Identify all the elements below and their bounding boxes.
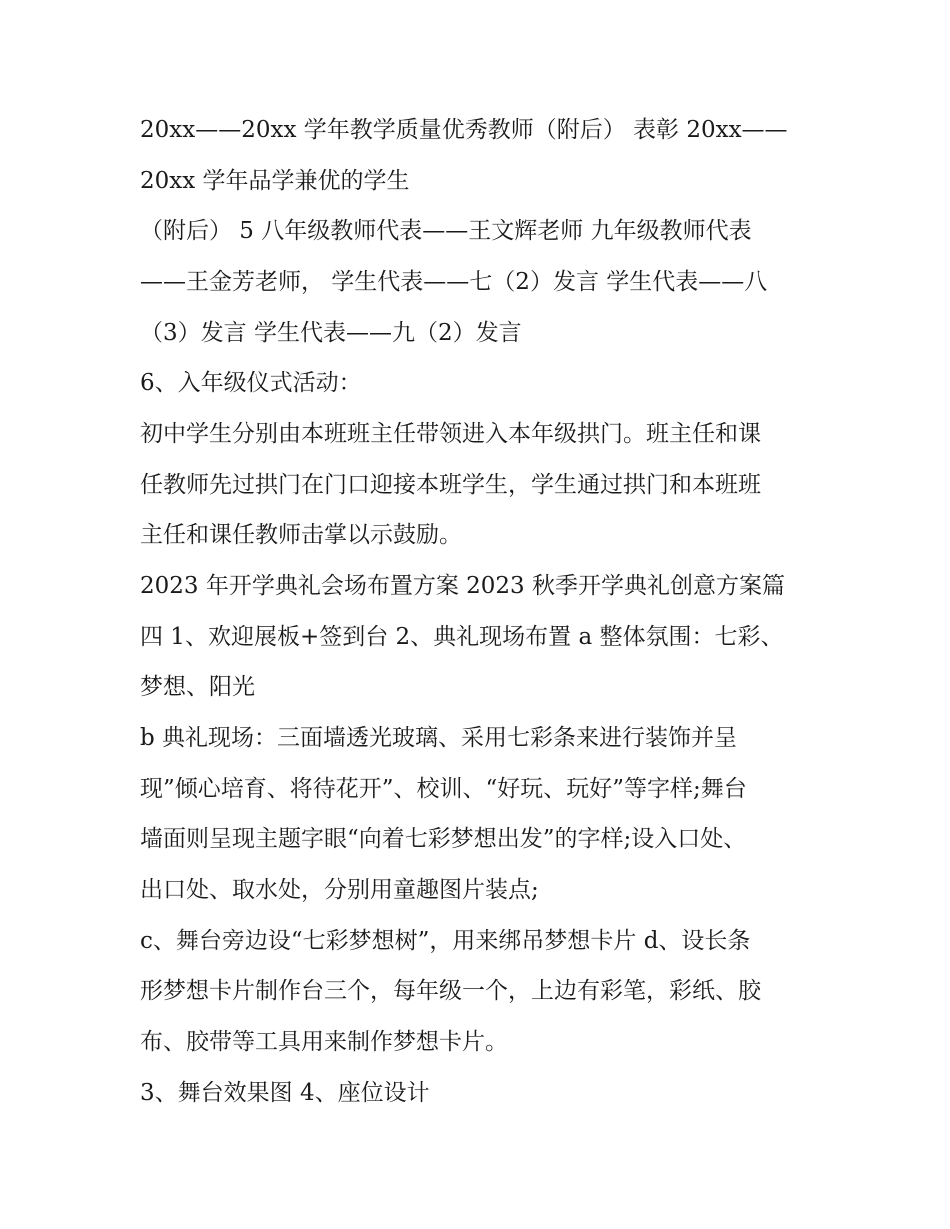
text-line-4: ——王金芳老师， 学生代表——七（2）发言 学生代表——八: [140, 269, 768, 295]
text-line-14: 现”倾心培育、将待花开”、校训、“好玩、玩好”等字样;舞台: [140, 776, 747, 802]
text-line-18: 形梦想卡片制作台三个，每年级一个，上边有彩笔，彩纸、胶: [140, 978, 761, 1004]
text-line-20: 3、舞台效果图 4、座位设计: [140, 1080, 430, 1106]
text-line-3: （附后） 5 八年级教师代表——王文辉老师 九年级教师代表: [140, 218, 752, 244]
text-line-7: 初中学生分别由本班班主任带领进入本年级拱门。班主任和课: [140, 421, 761, 447]
text-line-16: 出口处、取水处，分别用童趣图片装点;: [140, 877, 539, 903]
text-line-17: c、舞台旁边设“七彩梦想树”，用来绑吊梦想卡片 d、设长条: [140, 928, 751, 954]
text-line-11: 四 1、欢迎展板+签到台 2、典礼现场布置 a 整体氛围：七彩、: [140, 624, 784, 650]
text-line-1: 20xx——20xx 学年教学质量优秀教师（附后） 表彰 20xx——: [140, 117, 788, 143]
text-line-13: b 典礼现场：三面墙透光玻璃、采用七彩条来进行装饰并呈: [140, 725, 738, 751]
text-line-9: 主任和课任教师击掌以示鼓励。: [140, 522, 462, 548]
text-line-19: 布、胶带等工具用来制作梦想卡片。: [140, 1029, 508, 1055]
text-line-10: 2023 年开学典礼会场布置方案 2023 秋季开学典礼创意方案篇: [140, 573, 785, 599]
text-line-8: 任教师先过拱门在门口迎接本班学生，学生通过拱门和本班班: [140, 472, 761, 498]
text-line-2: 20xx 学年品学兼优的学生: [140, 168, 410, 194]
text-line-5: （3）发言 学生代表——九（2）发言: [140, 320, 522, 346]
text-line-15: 墙面则呈现主题字眼“向着七彩梦想出发”的字样;设入口处、: [140, 826, 747, 852]
text-line-6: 6、入年级仪式活动：: [140, 370, 362, 396]
text-line-12: 梦想、阳光: [140, 674, 255, 700]
